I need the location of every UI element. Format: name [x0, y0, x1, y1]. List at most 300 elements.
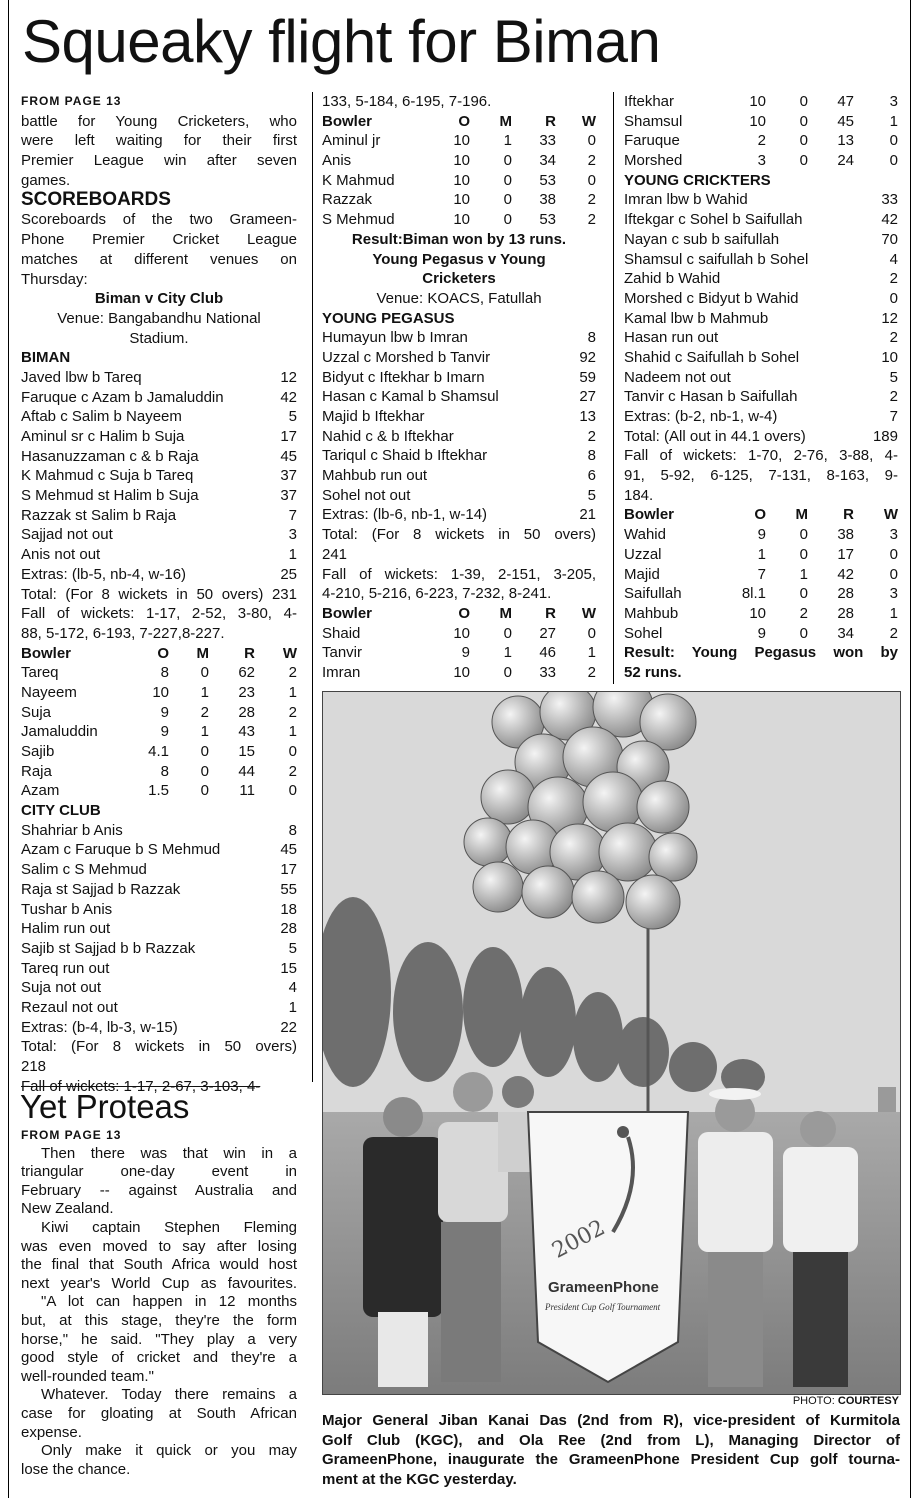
title-line: Cricketers	[422, 270, 496, 288]
batting-row	[624, 309, 898, 329]
bowling-o: 2	[757, 132, 766, 150]
batting-row	[322, 407, 596, 427]
batting-row	[21, 919, 297, 939]
bowling-row	[21, 762, 297, 782]
batsman-entry: Hasanuzzaman c & b Raja	[21, 447, 199, 465]
bowling-r: 34	[837, 624, 854, 642]
bowler-name: Suja	[21, 703, 52, 721]
runs: 10	[881, 348, 898, 366]
batting-row	[624, 289, 898, 309]
runs: 13	[579, 408, 596, 425]
batting-row	[21, 388, 297, 408]
runs: 21	[579, 506, 596, 524]
article-line: case for gloating at South African	[21, 1404, 297, 1422]
bowling-header	[624, 505, 898, 525]
bowling-o: 9	[160, 723, 169, 741]
runs: 42	[280, 388, 297, 406]
young-cricketers-fall-of-wickets	[624, 446, 898, 505]
bowling-row	[21, 742, 297, 762]
batsman-entry: Iftekgar c Sohel b Saifullah	[624, 211, 803, 229]
fow-line: Fall of wickets: 1-39, 2-151, 3-205,	[322, 565, 596, 583]
article-line: lose the chance.	[21, 1460, 131, 1478]
city-total	[21, 1037, 297, 1076]
bowling-row	[322, 663, 596, 683]
batting-row	[21, 998, 297, 1018]
photo-caption	[322, 1411, 900, 1489]
bowling-r: 45	[837, 112, 854, 130]
bowling-w: 0	[889, 545, 898, 563]
bowling-row	[21, 663, 297, 683]
runs: 17	[280, 861, 297, 879]
bowling-o: 1.5	[148, 782, 169, 800]
runs: 37	[280, 467, 297, 485]
batting-row	[21, 525, 297, 545]
bowling-o: 10	[453, 152, 470, 170]
batsman-entry: Kamal lbw b Mahmub	[624, 309, 769, 327]
bowling-w: 2	[587, 663, 596, 681]
batsman-entry: Imran lbw b Wahid	[624, 191, 748, 209]
balloons	[464, 692, 697, 929]
bowling-o: 8	[160, 664, 169, 682]
fow-line: 184.	[624, 486, 654, 504]
batsman-entry: Sohel not out	[322, 486, 411, 504]
bowler-name: Bowler	[322, 604, 373, 622]
bowling-m: 2	[799, 604, 808, 622]
scoreboards-line: Phone Premier Cricket League	[21, 231, 297, 249]
article-line: well-rounded team."	[21, 1367, 154, 1385]
runs: 2	[889, 329, 898, 347]
bowling-m: 0	[799, 132, 808, 150]
bowling-m: 0	[799, 545, 808, 563]
article-line: "A lot can happen in 12 months	[41, 1293, 297, 1311]
bowling-w: 0	[587, 132, 596, 150]
runs: 27	[579, 388, 596, 406]
young-cricketers-bowling-cont	[624, 92, 898, 171]
city-bowling	[21, 644, 297, 802]
bowling-m: M	[196, 644, 209, 662]
credit-label: PHOTO:	[792, 1395, 835, 1407]
batting-row	[21, 860, 297, 880]
batsman-entry: Aftab c Salim b Nayeem	[21, 408, 182, 426]
batsman-entry: Aminul sr c Halim b Suja	[21, 428, 185, 445]
runs: 1	[288, 546, 297, 564]
article-line: Only make it quick or you may	[41, 1442, 297, 1460]
bowler-name: Majid	[624, 565, 660, 583]
bowling-r: R	[545, 112, 556, 130]
bowling-m: 2	[200, 703, 209, 721]
bowling-o: 9	[160, 703, 169, 721]
bowling-row	[322, 131, 596, 151]
bowling-w: 1	[587, 644, 596, 662]
bowling-o: 3	[757, 152, 766, 170]
bowling-m: 1	[503, 132, 512, 150]
match-venue	[21, 309, 297, 348]
batting-row	[21, 427, 297, 447]
banner-brand: GrameenPhone	[548, 1279, 659, 1296]
bowler-name: Bowler	[21, 644, 72, 662]
bowling-w: 2	[587, 191, 596, 209]
biman-bowling	[322, 112, 596, 230]
batting-row	[322, 427, 596, 447]
runs: 8	[587, 447, 596, 465]
column-rule-left	[8, 0, 9, 1498]
runs: 42	[881, 211, 898, 229]
bowling-r: 38	[539, 191, 556, 209]
batsman-entry: Tareq run out	[21, 959, 110, 977]
article-line: good style of cricket and they're a	[21, 1349, 297, 1367]
bowling-o: 8l.1	[741, 585, 766, 603]
batsman-entry: Azam c Faruque b S Mehmud	[21, 841, 221, 859]
batsman-entry: K Mahmud c Suja b Tareq	[21, 467, 194, 485]
bowling-r: 43	[238, 723, 255, 741]
city-fall-of-wickets: Fall of wickets: 1-17, 2-67, 3-103, 4-	[21, 1077, 261, 1095]
bowling-r: 13	[837, 132, 854, 150]
headline: Squeaky flight for Biman	[22, 8, 661, 75]
result-line: Result: Young Pegasus won by	[624, 644, 898, 662]
bowling-o: O	[754, 506, 766, 524]
batsman-entry: Shahriar b Anis	[21, 821, 123, 839]
bowling-row	[322, 151, 596, 171]
runs: 45	[280, 841, 297, 859]
batsman-entry: Extras: (b-4, lb-3, w-15)	[21, 1018, 178, 1036]
bowler-name: Mahbub	[624, 604, 679, 622]
bowling-w: 1	[288, 683, 297, 701]
caption-line: ment at the KGC yesterday.	[322, 1470, 517, 1488]
bowling-m: 0	[503, 624, 512, 642]
young-pegasus-bowling	[624, 505, 898, 643]
batsman-entry: Uzzal c Morshed b Tanvir	[322, 348, 491, 366]
article-line: was even moved to say after losing	[21, 1237, 297, 1255]
bowling-w: 1	[889, 112, 898, 130]
batting-row	[624, 368, 898, 388]
batting-row	[322, 348, 596, 368]
biman-heading: BIMAN	[21, 349, 71, 367]
bowling-w: 2	[288, 762, 297, 780]
result-line: 52 runs.	[624, 663, 682, 681]
bowling-w: W	[581, 112, 596, 130]
fow-continued: 133, 5-184, 6-195, 7-196.	[322, 93, 492, 110]
bowling-r: 17	[837, 545, 854, 563]
batting-row	[322, 328, 596, 348]
batsman-entry: Tushar b Anis	[21, 900, 113, 918]
batsman-entry: Nayan c sub b saifullah	[624, 230, 780, 248]
bowling-r: 33	[539, 132, 556, 150]
bowling-o: 10	[453, 663, 470, 681]
bowling-w: 0	[587, 624, 596, 642]
runs: 5	[889, 368, 898, 386]
bowling-row	[624, 545, 898, 565]
column-1	[21, 92, 297, 1096]
bowling-m: 1	[799, 565, 808, 583]
bowler-name: Iftekhar	[624, 93, 675, 110]
batsman-entry: Sajjad not out	[21, 526, 113, 544]
bowling-m: 0	[799, 112, 808, 130]
bowling-r: 44	[238, 762, 255, 780]
bowling-m: 1	[200, 723, 209, 741]
bowler-name: Morshed	[624, 152, 683, 170]
bowling-r: 46	[539, 644, 556, 662]
batting-row	[21, 821, 297, 841]
bowling-row	[21, 703, 297, 723]
batsman-entry: Extras: (b-2, nb-1, w-4)	[624, 408, 778, 425]
batsman-entry: Hasan c Kamal b Shamsul	[322, 388, 499, 406]
batting-row	[322, 368, 596, 388]
bowling-r: 47	[837, 93, 854, 110]
bowling-r: 27	[539, 624, 556, 642]
bowling-row	[624, 565, 898, 585]
bowling-o: 10	[453, 624, 470, 642]
batting-row	[624, 250, 898, 270]
city-heading: CITY CLUB	[21, 802, 101, 820]
bowling-r: 53	[539, 171, 556, 189]
biman-batting	[21, 368, 297, 585]
young-cricketers-bowling	[322, 604, 596, 683]
bowler-name: Aminul jr	[322, 132, 381, 150]
column-3	[624, 92, 898, 683]
bowler-name: Shaid	[322, 624, 361, 642]
bowling-row	[21, 722, 297, 742]
photo-illustration	[323, 692, 900, 1394]
batting-row	[322, 446, 596, 466]
bowling-row	[624, 92, 898, 112]
match-venue-2: Venue: KOACS, Fatullah	[376, 289, 542, 307]
batsman-entry: Morshed c Bidyut b Wahid	[624, 289, 799, 307]
article-line: the final that South Africa would host	[21, 1256, 297, 1274]
bowling-m: 0	[200, 782, 209, 800]
runs: 4	[889, 250, 898, 268]
young-pegasus-fall-of-wickets	[322, 565, 596, 604]
bowling-m: 1	[503, 644, 512, 662]
yet-proteas-article	[21, 1126, 297, 1479]
bowler-name: Wahid	[624, 526, 666, 544]
bowling-w: W	[581, 604, 596, 622]
batting-row	[21, 880, 297, 900]
bowling-w: 2	[889, 624, 898, 642]
batting-row	[21, 978, 297, 998]
bowling-m: 0	[799, 585, 808, 603]
bowling-o: 7	[757, 565, 766, 583]
result-young-pegasus	[624, 643, 898, 682]
runs: 8	[288, 821, 297, 839]
intro-line: were left waiting for their first	[21, 132, 297, 150]
bowling-m: 0	[799, 93, 808, 110]
bowler-name: K Mahmud	[322, 171, 395, 189]
bowler-name: Imran	[322, 663, 361, 681]
bowling-row	[322, 210, 596, 230]
batting-row	[21, 368, 297, 388]
batting-row	[624, 348, 898, 368]
intro-line: games.	[21, 171, 71, 189]
bowler-name: Azam	[21, 782, 60, 800]
bowling-header	[322, 604, 596, 624]
runs: 2	[587, 427, 596, 445]
bowling-w: 2	[587, 152, 596, 170]
bowling-m: 0	[503, 152, 512, 170]
runs: 8	[587, 329, 596, 347]
bowling-r: 38	[837, 526, 854, 544]
bowling-m: 0	[799, 526, 808, 544]
batsman-entry: Mahbub run out	[322, 467, 428, 485]
runs: 3	[288, 526, 297, 544]
runs: 4	[288, 979, 297, 997]
match-title: Biman v City Club	[94, 290, 224, 308]
batting-row	[21, 939, 297, 959]
news-photo	[322, 691, 901, 1395]
young-cricketers-total	[624, 427, 898, 447]
bowling-o: 4.1	[148, 743, 169, 760]
bowling-r: 23	[238, 683, 255, 701]
bowling-row	[624, 584, 898, 604]
bowler-name: Sohel	[624, 624, 663, 642]
bowling-r: 33	[539, 663, 556, 681]
bowling-o: 10	[453, 171, 470, 189]
bowling-o: 9	[757, 526, 766, 544]
caption-line: Golf Club (KGC), and Ola Ree (2nd from L), Managing Director of	[322, 1431, 900, 1449]
fow-line: 88, 5-172, 6-193, 7-227,8-227.	[21, 624, 225, 642]
bowling-m: M	[499, 604, 512, 622]
bowling-w: 0	[587, 171, 596, 189]
batsman-entry: Salim c S Mehmud	[21, 861, 147, 879]
article-line: Whatever. Today there remains a	[41, 1386, 297, 1404]
column-divider-1	[312, 92, 313, 1082]
bowler-name: Anis	[322, 152, 352, 170]
runs: 37	[280, 487, 297, 505]
batting-row	[322, 486, 596, 506]
young-cricketers-batting	[624, 190, 898, 426]
bowler-name: Shamsul	[624, 112, 683, 130]
batting-row	[21, 840, 297, 860]
batting-row	[624, 269, 898, 289]
bowling-o: O	[458, 604, 470, 622]
batsman-entry: Suja not out	[21, 979, 102, 997]
column-2	[322, 92, 596, 683]
bowling-o: O	[157, 644, 169, 662]
batting-row	[624, 328, 898, 348]
bowler-name: Saifullah	[624, 585, 682, 603]
sub-from-page-label: FROM PAGE 13	[21, 1128, 122, 1142]
biman-fall-of-wickets	[21, 604, 297, 643]
bowling-r: 24	[837, 152, 854, 170]
runs: 28	[280, 920, 297, 938]
article-line: Then there was that win in a	[41, 1144, 297, 1162]
fow-line: 91, 5-92, 6-125, 7-131, 8-163, 9-	[624, 467, 898, 485]
bowling-header	[322, 112, 596, 132]
runs: 12	[280, 368, 297, 386]
scoreboards-line: Scoreboards of the two Grameen-	[21, 211, 297, 229]
bowling-w: 1	[288, 723, 297, 741]
article-line: New Zealand.	[21, 1200, 114, 1218]
sub-article-text	[21, 1145, 297, 1480]
young-pegasus-batting	[322, 328, 596, 525]
bowling-row	[21, 683, 297, 703]
runs: 12	[881, 309, 898, 327]
bowler-name: Jamaluddin	[21, 723, 98, 741]
biman-total: Total: (For 8 wickets in 50 overs) 231	[21, 585, 297, 603]
bowler-name: Tanvir	[322, 644, 363, 662]
bowler-name: Sajib	[21, 743, 55, 760]
batsman-entry: Javed lbw b Tareq	[21, 368, 142, 386]
bowler-name: Nayeem	[21, 683, 77, 701]
bowling-row	[624, 151, 898, 171]
fow-line: Fall of wickets: 1-70, 2-76, 3-88, 4-	[624, 447, 898, 465]
batsman-entry: Shamsul c saifullah b Sohel	[624, 250, 809, 268]
bowling-w: 0	[288, 782, 297, 800]
sub-headline: Yet Proteas	[20, 1088, 190, 1125]
intro-text	[21, 112, 297, 191]
from-page-label: FROM PAGE 13	[21, 94, 122, 108]
column-divider-2	[613, 92, 614, 684]
batting-row	[21, 506, 297, 526]
banner-event: President Cup Golf Tournament	[545, 1302, 661, 1312]
runs: 2	[889, 388, 898, 406]
bowling-m: 0	[503, 211, 512, 229]
bowling-row	[322, 624, 596, 644]
runs: 5	[288, 408, 297, 426]
bowling-w: 2	[288, 664, 297, 682]
batting-row	[21, 486, 297, 506]
runs: 70	[881, 230, 898, 248]
bowling-r: R	[843, 506, 854, 524]
bowling-w: 2	[587, 211, 596, 229]
bowling-m: 0	[503, 171, 512, 189]
bowling-r: 15	[238, 743, 255, 760]
batting-row	[624, 230, 898, 250]
bowling-w: 0	[889, 565, 898, 583]
bowling-m: 0	[200, 664, 209, 682]
bowling-w: 3	[889, 585, 898, 603]
runs: 59	[579, 368, 596, 386]
bowling-o: 10	[453, 211, 470, 229]
fow-line: Fall of wickets: 1-17, 2-52, 3-80, 4-	[21, 605, 297, 623]
batsman-entry: Majid b Iftekhar	[322, 408, 425, 425]
bowling-o: 8	[160, 762, 169, 780]
article-line: Kiwi captain Stephen Fleming	[41, 1218, 297, 1236]
bowling-w: W	[883, 506, 898, 524]
batting-row	[21, 545, 297, 565]
bowling-w: 3	[889, 93, 898, 110]
bowler-name: Tareq	[21, 664, 59, 682]
article-line: but, at this stage, they're the form	[21, 1311, 297, 1329]
total-line: Total: (For 8 wickets in 50 overs)	[322, 526, 596, 544]
bowling-o: 10	[152, 683, 169, 701]
batting-row	[21, 900, 297, 920]
runs: 5	[288, 939, 297, 957]
runs: 33	[881, 191, 898, 209]
runs: 92	[579, 348, 596, 366]
bowler-name: Bowler	[624, 506, 675, 524]
bowling-r: 53	[539, 211, 556, 229]
bowling-w: 2	[288, 703, 297, 721]
result-biman: Result:Biman won by 13 runs.	[351, 230, 567, 248]
bowling-o: 1	[757, 545, 766, 563]
bowling-r: 62	[238, 664, 255, 682]
bowling-r: R	[545, 604, 556, 622]
batting-row	[322, 387, 596, 407]
batsman-entry: Rezaul not out	[21, 998, 118, 1016]
young-cricketers-heading: YOUNG CRICKTERS	[624, 171, 771, 189]
banner-year: 2002	[548, 1215, 610, 1264]
runs: 25	[280, 565, 297, 583]
young-pegasus-heading: YOUNG PEGASUS	[322, 309, 455, 327]
bowler-name: S Mehmud	[322, 211, 395, 229]
bowling-r: 28	[837, 604, 854, 622]
total-line: 218	[21, 1058, 47, 1075]
bowling-row	[322, 190, 596, 210]
photo-credit	[322, 1395, 899, 1407]
bowler-name: Raja	[21, 762, 52, 780]
bowling-r: 28	[238, 703, 255, 721]
intro-line: battle for Young Cricketers, who	[21, 112, 297, 130]
